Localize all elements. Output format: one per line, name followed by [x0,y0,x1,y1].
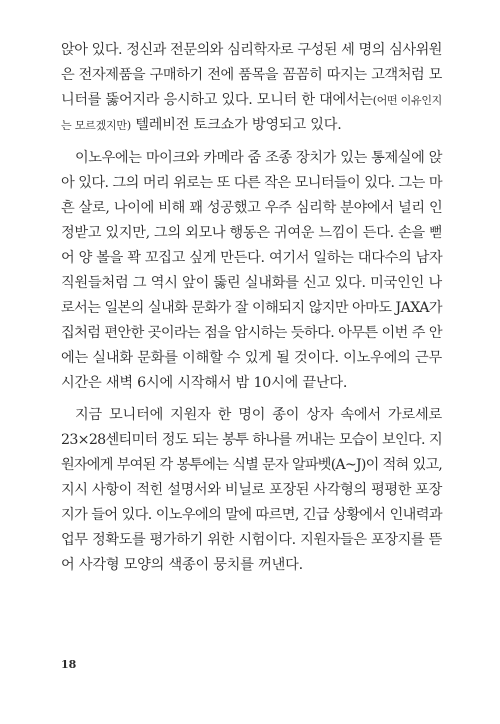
paragraph-2-line-7: 로서는 일본의 실내화 문화가 잘 이해되지 않지만 아마도 JAXA가 [61,300,442,316]
paragraph-1-line-3 [61,91,442,110]
paragraph-1-line-3-text: 니터를 뚫어지라 응시하고 있다. 모니터 한 대에서는 [61,92,373,108]
paragraph-3-line-5: 지가 들어 있다. 이노우에의 말에 따르면, 긴급 상황에서 인내력과 [61,507,442,523]
paragraph-2-line-3: 흔 살로, 나이에 비해 꽤 성공했고 우주 심리학 분야에서 널리 인 [61,200,443,216]
paragraph-3-line-1: 지금 모니터에 지원자 한 명이 종이 상자 속에서 가로세로 [75,407,442,423]
parenthetical-note-continued: 는 모르겠지만) [61,119,131,132]
paragraph-3-line-7: 어 사각형 모양의 색종이 뭉치를 꺼낸다. [61,557,303,573]
paragraph-2-line-8: 집처럼 편안한 곳이라는 점을 암시하는 듯하다. 아무튼 이번 주 안 [61,325,442,341]
paragraph-3-line-4: 지시 사항이 적힌 설명서와 비닐로 포장된 사각형의 평평한 포장 [61,482,442,498]
paragraph-2-line-9: 에는 실내화 문화를 이해할 수 있게 될 것이다. 이노우에의 근무 [61,350,442,366]
paragraph-2-line-5: 어 양 볼을 꽉 꼬집고 싶게 만든다. 여기서 일하는 대다수의 남자 [61,250,443,266]
paragraph-1-line-4 [61,116,442,135]
paragraph-1-line-4-text: 텔레비전 토크쇼가 방영되고 있다. [130,117,342,133]
paragraph-1-line-1: 앉아 있다. 정신과 전문의와 심리학자로 구성된 세 명의 심사위원 [61,42,442,58]
paragraph-2-line-10: 시간은 새벽 6시에 시작해서 밤 10시에 끝난다. [61,375,348,391]
page-number: 18 [61,658,77,671]
paragraph-2-line-4: 정받고 있지만, 그의 외모나 행동은 귀여운 느낌이 든다. 손을 뻗 [61,225,443,241]
paragraph-3-line-6: 업무 정확도를 평가하기 위한 시험이다. 지원자들은 포장지를 뜯 [61,532,442,548]
paragraph-3-line-2: 23×28센티미터 정도 되는 봉투 하나를 꺼내는 모습이 보인다. 지 [61,432,442,448]
paragraph-1-line-2: 은 전자제품을 구매하기 전에 품목을 꼼꼼히 따지는 고객처럼 모 [61,67,442,83]
paragraph-2-line-1: 이노우에는 마이크와 카메라 줌 조종 장치가 있는 통제실에 앉 [75,150,442,166]
paragraph-3-line-3: 원자에게 부여된 각 봉투에는 식별 문자 알파벳(A~J)이 적혀 있고, [61,457,442,473]
paragraph-2-line-6: 직원들처럼 그 역시 앞이 뚫린 실내화를 신고 있다. 미국인인 나 [61,275,442,291]
paragraph-2-line-2: 아 있다. 그의 머리 위로는 또 다른 작은 모니터들이 있다. 그는 마 [61,175,442,191]
parenthetical-note: (어떤 이유인지 [372,94,442,107]
